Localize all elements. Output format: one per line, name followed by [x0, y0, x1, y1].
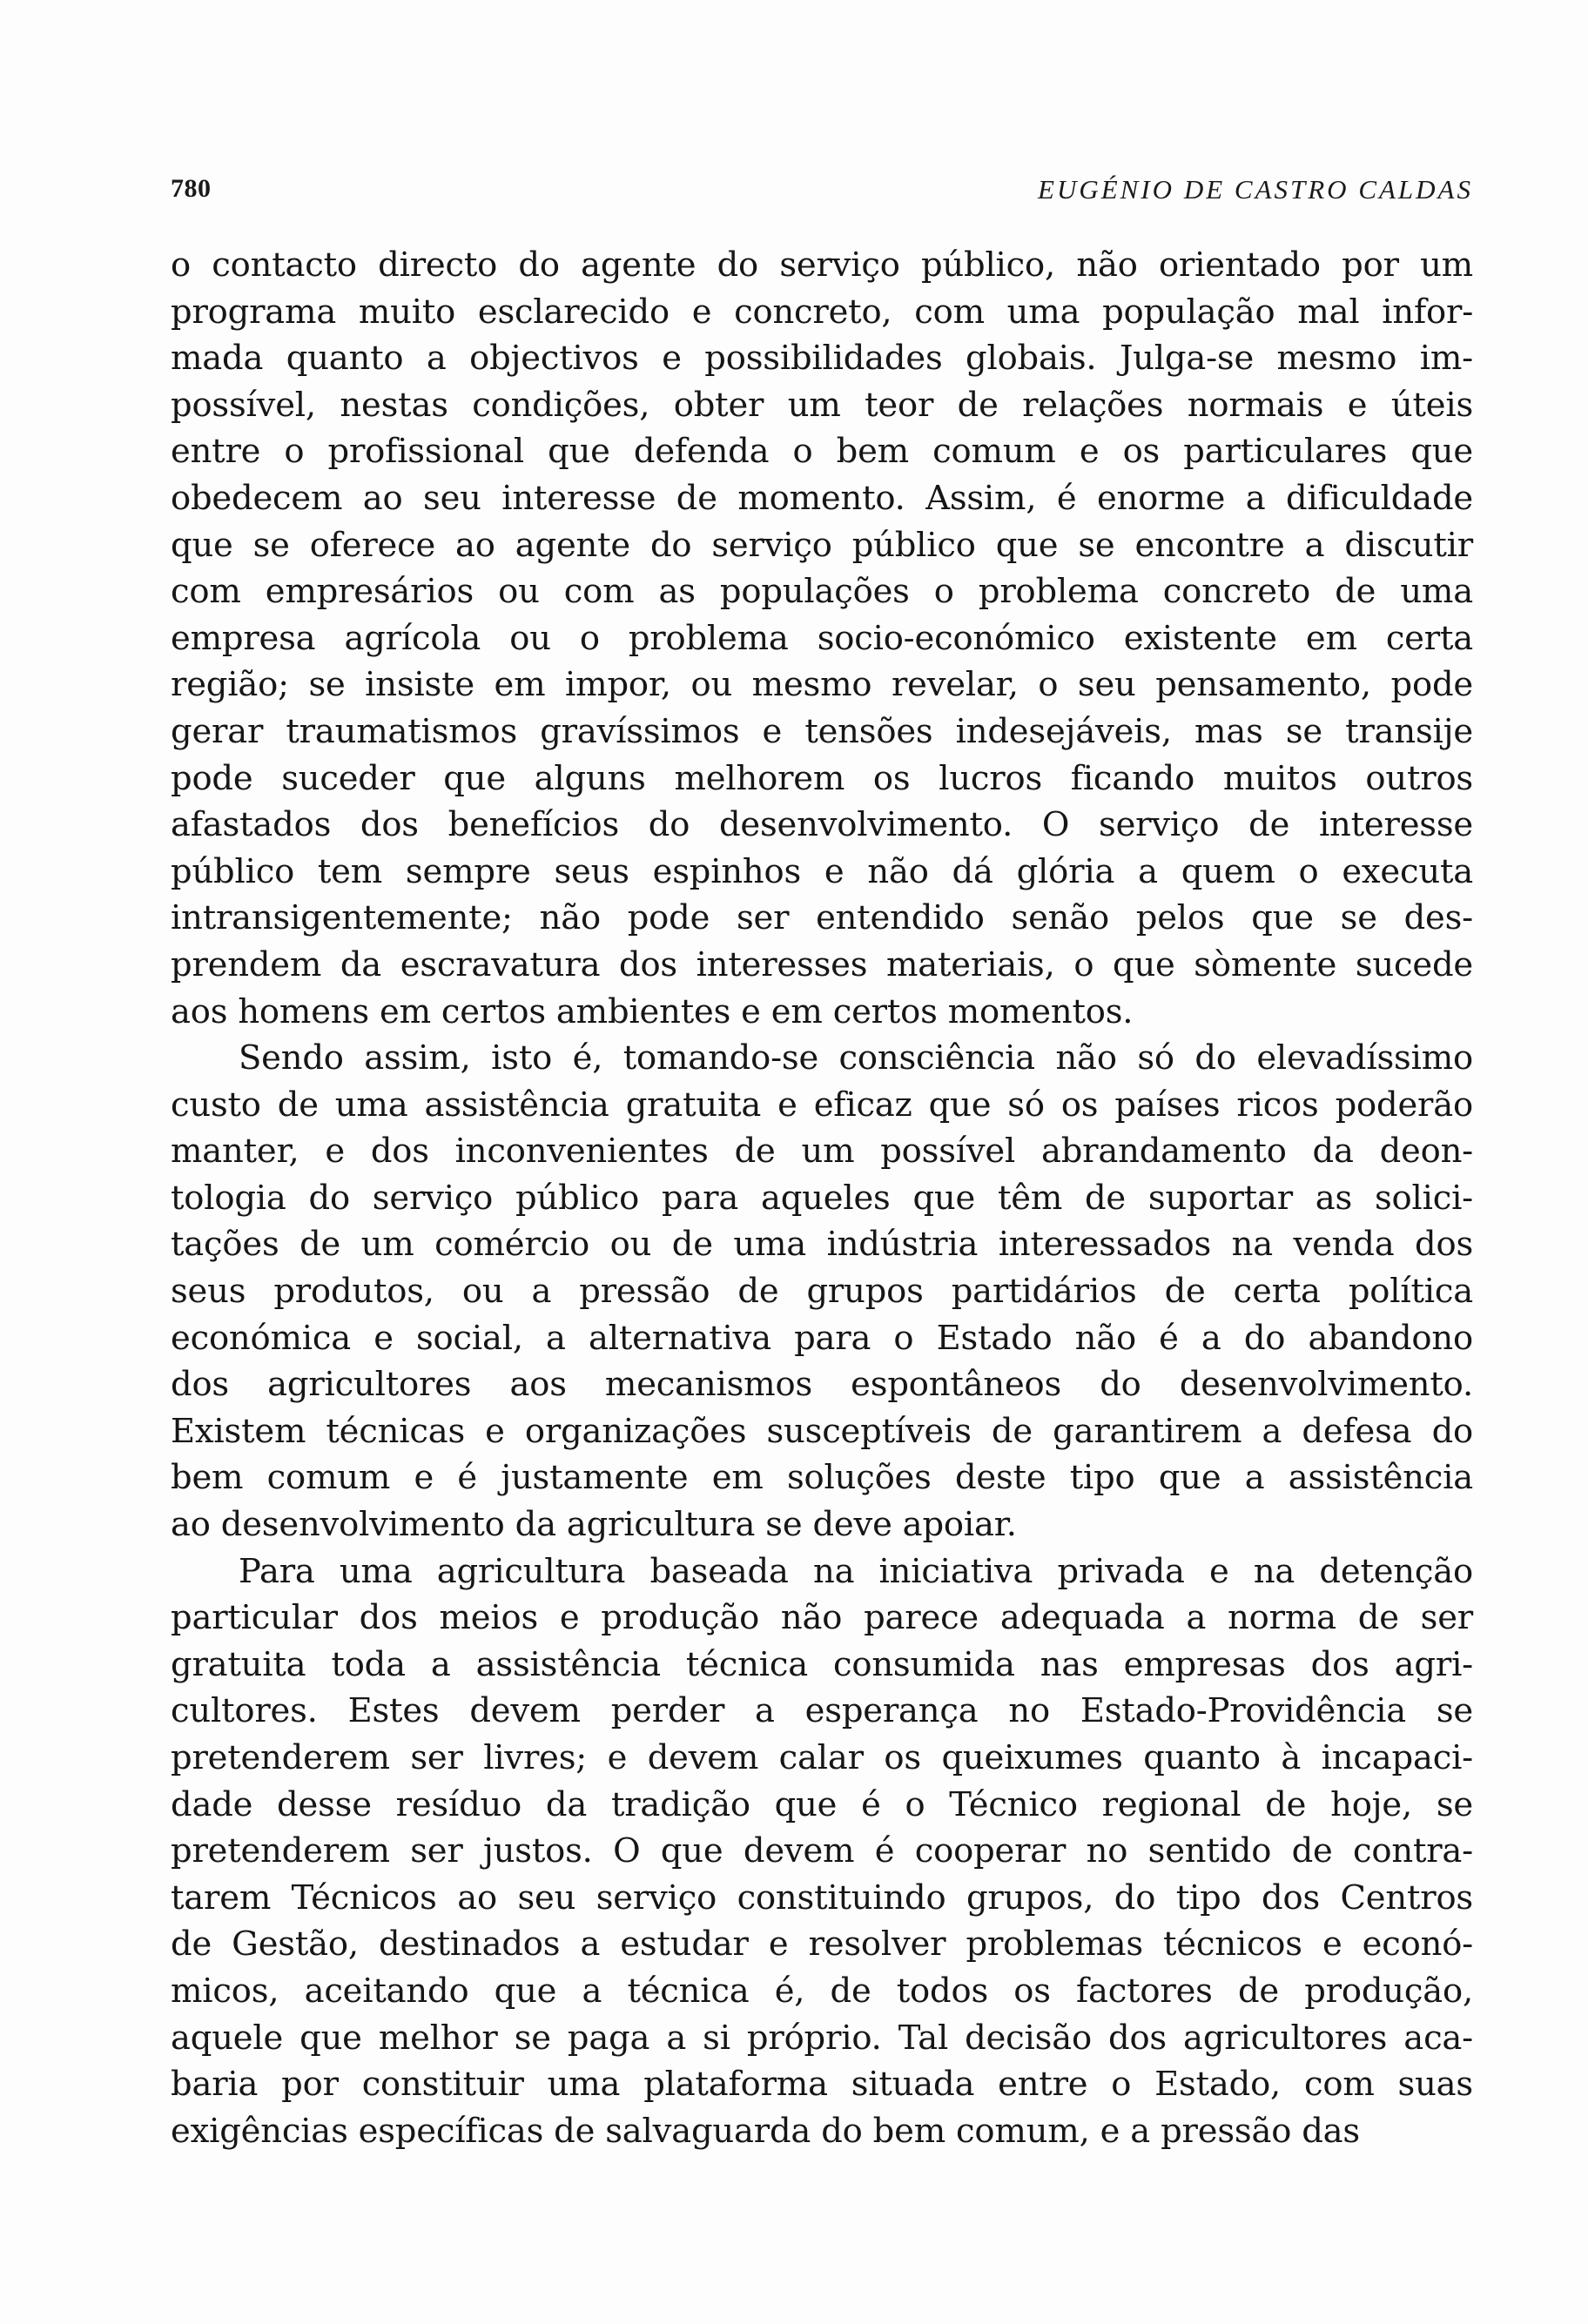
text-line: de Gestão, destinados a estudar e resolver problemas técnicos e econó-: [171, 1924, 1473, 1965]
text-line: tações de um comércio ou de uma indústria interessados na venda dos: [171, 1225, 1473, 1265]
text-line: prendem da escravatura dos interesses materiais, o que sòmente sucede: [171, 944, 1473, 984]
text-line: tarem Técnicos ao seu serviço constituindo grupos, do tipo dos Centros: [171, 1877, 1473, 1918]
text-line: aos homens em certos ambientes e em certos momentos.: [171, 991, 1134, 1031]
text-line: região; se insiste em impor, ou mesmo revelar, o seu pensamento, pode: [171, 665, 1473, 705]
text-line: manter, e dos inconvenientes de um possível abrandamento da deon-: [171, 1132, 1473, 1172]
text-line: Para uma agricultura baseada na iniciativa privada e na detenção: [239, 1551, 1473, 1591]
text-line: obedecem ao seu interesse de momento. Assim, é enorme a dificuldade: [171, 478, 1473, 518]
text-line: particular dos meios e produção não parece adequada a norma de ser: [171, 1598, 1473, 1638]
text-line: possível, nestas condições, obter um teor de relações normais e úteis: [171, 385, 1473, 425]
text-line: o contacto directo do agente do serviço público, não orientado por um: [171, 245, 1473, 285]
text-line: exigências específicas de salvaguarda do bem comum, e a pressão das: [171, 2111, 1360, 2151]
text-line: dos agricultores aos mecanismos espontâneos do desenvolvimento.: [171, 1365, 1473, 1405]
text-line: com empresários ou com as populações o problema concreto de uma: [171, 572, 1473, 612]
text-line: programa muito esclarecido e concreto, com uma população mal infor-: [171, 292, 1473, 332]
text-line: ao desenvolvimento da agricultura se deve apoiar.: [171, 1505, 1017, 1545]
text-line: Existem técnicas e organizações susceptíveis de garantirem a defesa do: [171, 1411, 1473, 1451]
text-line: aquele que melhor se paga a si próprio. Tal decisão dos agricultores aca-: [171, 2018, 1473, 2058]
paragraph: [171, 1035, 1473, 1548]
running-title: EUGÉNIO DE CASTRO CALDAS: [1038, 174, 1473, 205]
text-line: económica e social, a alternativa para o Estado não é a do abandono: [171, 1318, 1473, 1358]
text-line: dade desse resíduo da tradição que é o Técnico regional de hoje, se: [171, 1784, 1473, 1824]
text-line: Sendo assim, isto é, tomando-se consciência não só do elevadíssimo: [239, 1038, 1473, 1078]
page-number: 780: [171, 174, 212, 203]
text-line: entre o profissional que defenda o bem comum e os particulares que: [171, 432, 1473, 472]
text-line: gerar traumatismos gravíssimos e tensões indesejáveis, mas se transije: [171, 711, 1473, 751]
text-line: custo de uma assistência gratuita e eficaz que só os países ricos poderão: [171, 1085, 1473, 1125]
running-head: [171, 174, 1473, 209]
text-line: gratuita toda a assistência técnica consumida nas empresas dos agri-: [171, 1644, 1473, 1684]
text-line: micos, aceitando que a técnica é, de todos os factores de produção,: [171, 1971, 1473, 2011]
text-line: bem comum e é justamente em soluções deste tipo que a assistência: [171, 1458, 1473, 1498]
text-line: pretenderem ser justos. O que devem é cooperar no sentido de contra-: [171, 1831, 1473, 1871]
text-line: baria por constituir uma plataforma situada entre o Estado, com suas: [171, 2065, 1473, 2105]
body-text: [171, 242, 1473, 2154]
text-line: pretenderem ser livres; e devem calar os queixumes quanto à incapaci-: [171, 1738, 1473, 1777]
text-line: pode suceder que alguns melhorem os lucros ficando muitos outros: [171, 758, 1473, 798]
paragraph: [171, 242, 1473, 1035]
text-line: afastados dos benefícios do desenvolvimento. O serviço de interesse: [171, 805, 1473, 845]
text-line: público tem sempre seus espinhos e não dá glória a quem o executa: [171, 851, 1473, 891]
text-line: empresa agrícola ou o problema socio-económico existente em certa: [171, 618, 1473, 658]
text-line: intransigentemente; não pode ser entendido senão pelos que se des-: [171, 898, 1473, 938]
text-line: que se oferece ao agente do serviço público que se encontre a discutir: [171, 525, 1473, 565]
paragraph: [171, 1548, 1473, 2155]
text-line: mada quanto a objectivos e possibilidades globais. Julga-se mesmo im-: [171, 339, 1473, 379]
text-line: tologia do serviço público para aqueles que têm de suportar as solici-: [171, 1178, 1473, 1218]
text-line: seus produtos, ou a pressão de grupos partidários de certa política: [171, 1272, 1473, 1312]
text-line: cultores. Estes devem perder a esperança no Estado-Providência se: [171, 1691, 1473, 1731]
